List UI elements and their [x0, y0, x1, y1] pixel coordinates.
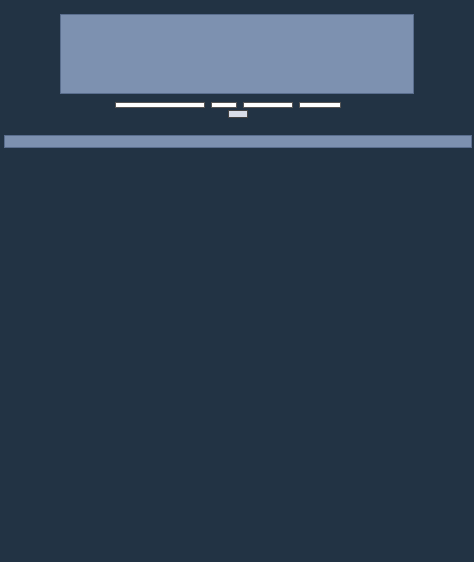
- torrent-table: [4, 135, 472, 148]
- search-in-select[interactable]: [211, 102, 237, 108]
- category-panel: [60, 14, 414, 94]
- search-button[interactable]: [228, 110, 248, 118]
- table-header: [5, 136, 471, 147]
- search-in2-select[interactable]: [243, 102, 293, 108]
- search-which-select[interactable]: [299, 102, 341, 108]
- search-row: [112, 102, 341, 108]
- search-input[interactable]: [115, 102, 205, 108]
